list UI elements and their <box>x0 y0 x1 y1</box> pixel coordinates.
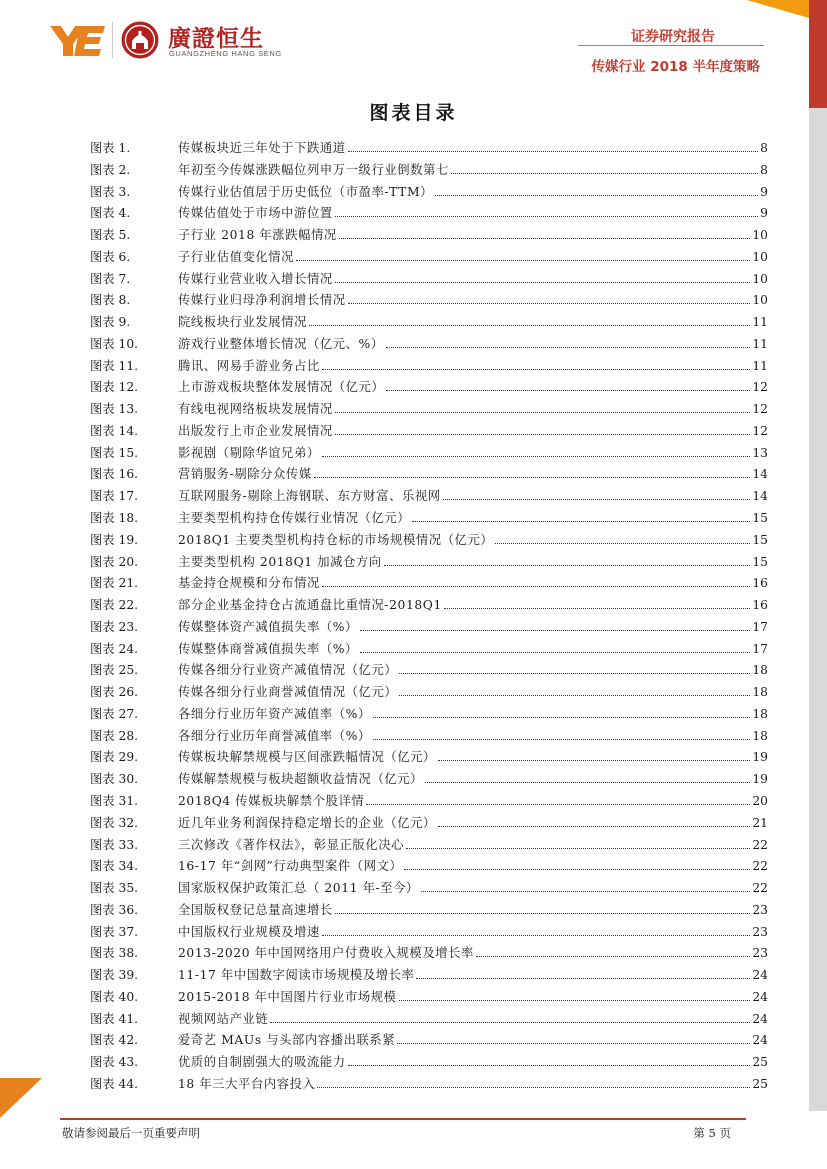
toc-entry-title: 有线电视网络板块发展情况 <box>178 402 333 417</box>
toc-leader-dots <box>309 324 750 326</box>
ye-logo-icon <box>48 24 106 58</box>
toc-entry[interactable] <box>90 835 768 857</box>
toc-entry[interactable] <box>90 421 768 443</box>
toc-entry-label: 图表 18. <box>90 511 139 526</box>
toc-entry[interactable] <box>90 1074 768 1096</box>
toc-entry[interactable] <box>90 726 768 748</box>
toc-entry-title: 出版发行上市企业发展情况 <box>178 423 333 438</box>
toc-entry-page: 18 <box>752 685 768 700</box>
brand-name: 廣證恒生 <box>168 26 264 52</box>
toc-leader-dots <box>335 215 758 217</box>
toc-entry[interactable] <box>90 1030 768 1052</box>
seal-logo-icon <box>120 20 160 60</box>
toc-entry[interactable] <box>90 443 768 465</box>
toc-entry-title: 传媒解禁规模与板块超额收益情况（亿元） <box>178 772 424 787</box>
report-type: 证券研究报告 <box>631 29 715 45</box>
toc-entry-label: 图表 25. <box>90 663 139 678</box>
toc-entry-title: 各细分行业历年资产减值率（%） <box>178 706 371 721</box>
toc-entry-label: 图表 44. <box>90 1076 139 1091</box>
toc-entry-label: 图表 4. <box>90 206 131 221</box>
toc-entry-label: 图表 26. <box>90 685 139 700</box>
toc-leader-dots <box>444 607 750 609</box>
toc-entry-page: 18 <box>752 728 768 743</box>
toc-entry-label: 图表 38. <box>90 946 139 961</box>
toc-entry-title: 2015-2018 年中国图片行业市场规模 <box>178 989 397 1004</box>
toc-entry-label: 图表 12. <box>90 380 139 395</box>
toc-entry-label: 图表 15. <box>90 445 139 460</box>
toc-entry[interactable] <box>90 791 768 813</box>
toc-entry[interactable] <box>90 747 768 769</box>
toc-entry-page: 14 <box>752 489 768 504</box>
brand-name-en: GUANGZHENG HANG SENG <box>169 49 282 58</box>
toc-entry-page: 10 <box>752 249 768 264</box>
toc-entry[interactable] <box>90 878 768 900</box>
toc-entry[interactable] <box>90 269 768 291</box>
toc-entry-title: 传媒整体商誉减值损失率（%） <box>178 641 358 656</box>
toc-leader-dots <box>360 629 750 631</box>
toc-leader-dots <box>296 259 750 261</box>
toc-entry-title: 国家版权保护政策汇总（ 2011 年-至今） <box>178 881 419 896</box>
toc-entry[interactable] <box>90 965 768 987</box>
toc-entry[interactable] <box>90 312 768 334</box>
toc-entry-page: 9 <box>760 206 768 221</box>
toc-leader-dots <box>270 1021 750 1023</box>
toc-entry-page: 19 <box>752 772 768 787</box>
toc-leader-dots <box>384 564 751 566</box>
toc-entry-title: 传媒行业营业收入增长情况 <box>178 271 333 286</box>
footer-disclaimer: 敬请参阅最后一页重要声明 <box>62 1126 200 1140</box>
toc-entry-label: 图表 28. <box>90 728 139 743</box>
toc-entry-page: 24 <box>752 1033 768 1048</box>
toc-entry-page: 17 <box>752 619 768 634</box>
toc-entry[interactable] <box>90 225 768 247</box>
toc-entry[interactable] <box>90 290 768 312</box>
toc-entry-page: 9 <box>760 184 768 199</box>
corner-decoration-bottom-left <box>0 1078 42 1118</box>
toc-entry[interactable] <box>90 639 768 661</box>
toc-entry-label: 图表 29. <box>90 750 139 765</box>
toc-leader-dots <box>425 781 750 783</box>
toc-entry-page: 10 <box>752 271 768 286</box>
toc-leader-dots <box>416 977 750 979</box>
toc-entry[interactable] <box>90 247 768 269</box>
toc-entry-label: 图表 34. <box>90 859 139 874</box>
toc-entry-page: 16 <box>752 598 768 613</box>
toc-entry-page: 11 <box>752 315 768 330</box>
toc-leader-dots <box>438 759 750 761</box>
toc-entry-page: 16 <box>752 576 768 591</box>
page-number: 第 5 页 <box>693 1126 731 1140</box>
toc-list <box>90 138 768 1096</box>
toc-entry[interactable] <box>90 377 768 399</box>
toc-leader-dots <box>348 150 759 152</box>
toc-entry-title: 18 年三大平台内容投入 <box>178 1076 316 1091</box>
toc-leader-dots <box>314 476 751 478</box>
toc-leader-dots <box>366 803 750 805</box>
toc-leader-dots <box>335 411 751 413</box>
toc-entry-title: 部分企业基金持仓占流通盘比重情况-2018Q1 <box>178 598 442 613</box>
toc-entry-title: 传媒板块解禁规模与区间涨跌幅情况（亿元） <box>178 750 436 765</box>
toc-entry-page: 15 <box>752 554 768 569</box>
toc-leader-dots <box>335 912 751 914</box>
report-title: 传媒行业 2018 半年度策略 <box>591 59 760 75</box>
toc-leader-dots <box>322 368 750 370</box>
toc-entry[interactable] <box>90 704 768 726</box>
toc-entry-label: 图表 14. <box>90 423 139 438</box>
toc-leader-dots <box>348 1064 751 1066</box>
toc-entry-label: 图表 41. <box>90 1011 139 1026</box>
toc-entry-label: 图表 17. <box>90 489 139 504</box>
toc-entry[interactable] <box>90 486 768 508</box>
toc-entry-title: 传媒板块近三年处于下跌通道 <box>178 141 346 155</box>
toc-entry-label: 图表 22. <box>90 598 139 613</box>
toc-entry[interactable] <box>90 1009 768 1031</box>
toc-leader-dots <box>322 455 750 457</box>
toc-entry-page: 15 <box>752 532 768 547</box>
toc-entry-label: 图表 21. <box>90 576 139 591</box>
toc-entry-page: 25 <box>752 1055 768 1070</box>
toc-entry[interactable] <box>90 530 768 552</box>
toc-entry[interactable] <box>90 508 768 530</box>
toc-entry-label: 图表 42. <box>90 1033 139 1048</box>
toc-entry-label: 图表 36. <box>90 902 139 917</box>
toc-entry-page: 17 <box>752 641 768 656</box>
toc-entry-label: 图表 7. <box>90 271 131 286</box>
toc-entry-title: 主要类型机构 2018Q1 加减仓方向 <box>178 554 382 569</box>
toc-entry-label: 图表 6. <box>90 249 131 264</box>
logo-divider <box>112 22 113 58</box>
toc-entry-title: 16-17 年“剑网”行动典型案件（网文） <box>178 859 403 874</box>
toc-entry-page: 24 <box>752 968 768 983</box>
toc-entry-page: 11 <box>752 358 768 373</box>
toc-entry-label: 图表 16. <box>90 467 139 482</box>
toc-entry-title: 近几年业务利润保持稳定增长的企业（亿元） <box>178 815 436 830</box>
toc-leader-dots <box>399 999 751 1001</box>
toc-entry-title: 2013-2020 年中国网络用户付费收入规模及增长率 <box>178 946 474 961</box>
toc-entry-page: 15 <box>752 511 768 526</box>
toc-entry-page: 10 <box>752 228 768 243</box>
toc-entry[interactable] <box>90 399 768 421</box>
toc-entry[interactable] <box>90 660 768 682</box>
toc-entry-label: 图表 11. <box>90 358 139 373</box>
toc-entry-label: 图表 23. <box>90 619 139 634</box>
toc-leader-dots <box>495 542 750 544</box>
toc-entry-title: 影视剧（剔除华谊兄弟） <box>178 445 320 460</box>
toc-entry-title: 爱奇艺 MAUs 与头部内容播出联系紧 <box>178 1033 396 1048</box>
toc-entry-title: 传媒行业归母净利润增长情况 <box>178 293 346 308</box>
toc-entry-label: 图表 35. <box>90 881 139 896</box>
toc-entry-page: 12 <box>752 402 768 417</box>
toc-entry[interactable] <box>90 987 768 1009</box>
toc-entry-page: 25 <box>752 1076 768 1091</box>
toc-entry-page: 23 <box>752 946 768 961</box>
toc-entry[interactable] <box>90 595 768 617</box>
toc-entry-page: 12 <box>752 380 768 395</box>
toc-entry-label: 图表 1. <box>90 141 131 155</box>
toc-entry-page: 20 <box>752 793 768 808</box>
toc-leader-dots <box>399 672 750 674</box>
toc-entry[interactable] <box>90 552 768 574</box>
toc-leader-dots <box>386 346 751 348</box>
toc-leader-dots <box>397 1042 750 1044</box>
toc-leader-dots <box>335 433 751 435</box>
toc-entry-label: 图表 19. <box>90 532 139 547</box>
toc-entry-page: 8 <box>760 162 768 177</box>
toc-entry-title: 三次修改《著作权法》，彰显正版化决心 <box>178 837 404 852</box>
toc-entry-page: 23 <box>752 924 768 939</box>
toc-entry-title: 传媒估值处于市场中游位置 <box>178 206 333 221</box>
toc-entry[interactable] <box>90 160 768 182</box>
toc-entry-page: 18 <box>752 663 768 678</box>
toc-leader-dots <box>476 955 750 957</box>
toc-leader-dots <box>451 172 758 174</box>
toc-entry-title: 2018Q1 主要类型机构持仓标的市场规模情况（亿元） <box>178 532 494 547</box>
toc-entry-title: 优质的自制剧强大的吸流能力 <box>178 1055 346 1070</box>
toc-entry-title: 全国版权登记总量高速增长 <box>178 902 333 917</box>
toc-leader-dots <box>386 389 750 391</box>
toc-entry-page: 23 <box>752 902 768 917</box>
toc-leader-dots <box>373 738 751 740</box>
toc-leader-dots <box>373 716 751 718</box>
toc-entry-title: 传媒各细分行业商誉减值情况（亿元） <box>178 685 398 700</box>
toc-entry-label: 图表 33. <box>90 837 139 852</box>
toc-entry-page: 22 <box>752 837 768 852</box>
toc-leader-dots <box>399 694 750 696</box>
toc-entry-label: 图表 8. <box>90 293 131 308</box>
toc-leader-dots <box>335 281 751 283</box>
toc-entry-label: 图表 5. <box>90 228 131 243</box>
toc-entry-label: 图表 13. <box>90 402 139 417</box>
toc-leader-dots <box>443 498 751 500</box>
toc-entry[interactable] <box>90 922 768 944</box>
toc-entry-label: 图表 27. <box>90 706 139 721</box>
toc-entry-label: 图表 32. <box>90 815 139 830</box>
toc-entry-page: 24 <box>752 989 768 1004</box>
toc-entry-title: 主要类型机构持仓传媒行业情况（亿元） <box>178 511 411 526</box>
toc-entry[interactable] <box>90 900 768 922</box>
toc-leader-dots <box>360 651 750 653</box>
toc-entry-title: 年初至今传媒涨跌幅位列申万一级行业倒数第七 <box>178 162 449 177</box>
toc-leader-dots <box>421 890 750 892</box>
toc-leader-dots <box>322 585 750 587</box>
toc-entry-title: 子行业 2018 年涨跌幅情况 <box>178 228 337 243</box>
toc-entry-page: 22 <box>752 881 768 896</box>
toc-entry-title: 2018Q4 传媒板块解禁个股详情 <box>178 793 365 808</box>
toc-entry-title: 传媒整体资产减值损失率（%） <box>178 619 358 634</box>
toc-entry-title: 子行业估值变化情况 <box>178 249 295 264</box>
toc-entry[interactable] <box>90 617 768 639</box>
toc-entry-title: 传媒行业估值居于历史低位（市盈率-TTM） <box>178 184 434 199</box>
toc-entry-title: 视频网站产业链 <box>178 1011 269 1026</box>
toc-entry-label: 图表 24. <box>90 641 139 656</box>
toc-leader-dots <box>412 520 750 522</box>
toc-entry-title: 各细分行业历年商誉减值率（%） <box>178 728 371 743</box>
toc-entry-page: 22 <box>752 859 768 874</box>
toc-entry-label: 图表 9. <box>90 315 131 330</box>
toc-entry-label: 图表 40. <box>90 989 139 1004</box>
toc-entry[interactable] <box>90 943 768 965</box>
toc-entry-label: 图表 37. <box>90 924 139 939</box>
toc-entry-page: 10 <box>752 293 768 308</box>
toc-entry-page: 11 <box>752 336 768 351</box>
toc-entry-title: 游戏行业整体增长情况（亿元、%） <box>178 336 384 351</box>
toc-leader-dots <box>317 1086 750 1088</box>
toc-entry-title: 院线板块行业发展情况 <box>178 315 307 330</box>
footer-rule <box>60 1118 746 1120</box>
toc-entry-title: 腾讯、网易手游业务占比 <box>178 358 320 373</box>
toc-entry[interactable] <box>90 182 768 204</box>
toc-entry[interactable] <box>90 334 768 356</box>
toc-entry-page: 12 <box>752 423 768 438</box>
toc-entry[interactable] <box>90 856 768 878</box>
toc-leader-dots <box>435 194 758 196</box>
toc-leader-dots <box>404 868 750 870</box>
toc-leader-dots <box>348 302 751 304</box>
toc-entry-title: 传媒各细分行业资产减值情况（亿元） <box>178 663 398 678</box>
toc-entry[interactable] <box>90 464 768 486</box>
toc-entry-title: 基金持仓规模和分布情况 <box>178 576 320 591</box>
page-title: 图表目录 <box>369 102 458 124</box>
toc-entry[interactable] <box>90 813 768 835</box>
toc-entry-title: 11-17 年中国数字阅读市场规模及增长率 <box>178 968 415 983</box>
toc-entry-label: 图表 3. <box>90 184 131 199</box>
toc-entry[interactable] <box>90 203 768 225</box>
toc-entry-page: 14 <box>752 467 768 482</box>
toc-entry[interactable] <box>90 682 768 704</box>
corner-decoration-top-right <box>747 0 827 108</box>
toc-entry[interactable] <box>90 356 768 378</box>
toc-leader-dots <box>339 237 751 239</box>
toc-entry-label: 图表 30. <box>90 772 139 787</box>
toc-entry-page: 19 <box>752 750 768 765</box>
toc-leader-dots <box>406 847 750 849</box>
right-margin-bar <box>809 108 827 1111</box>
toc-entry-label: 图表 2. <box>90 162 131 177</box>
toc-entry[interactable] <box>90 769 768 791</box>
toc-entry-title: 互联网服务-剔除上海钢联、东方财富、乐视网 <box>178 489 441 504</box>
toc-entry-label: 图表 10. <box>90 336 139 351</box>
toc-entry-page: 18 <box>752 706 768 721</box>
toc-entry-page: 8 <box>760 141 768 155</box>
toc-entry-title: 营销服务-剔除分众传媒 <box>178 467 312 482</box>
toc-leader-dots <box>322 934 750 936</box>
toc-entry-label: 图表 43. <box>90 1055 139 1070</box>
toc-entry[interactable] <box>90 573 768 595</box>
toc-entry-title: 上市游戏板块整体发展情况（亿元） <box>178 380 385 395</box>
toc-entry-page: 21 <box>752 815 768 830</box>
toc-entry[interactable] <box>90 1052 768 1074</box>
header-rule <box>578 45 764 46</box>
toc-leader-dots <box>438 825 750 827</box>
toc-entry-label: 图表 31. <box>90 793 139 808</box>
toc-entry-title: 中国版权行业规模及增速 <box>178 924 320 939</box>
toc-entry[interactable] <box>90 138 768 160</box>
toc-entry-page: 24 <box>752 1011 768 1026</box>
toc-entry-label: 图表 39. <box>90 968 139 983</box>
toc-entry-page: 13 <box>752 445 768 460</box>
toc-entry-label: 图表 20. <box>90 554 139 569</box>
